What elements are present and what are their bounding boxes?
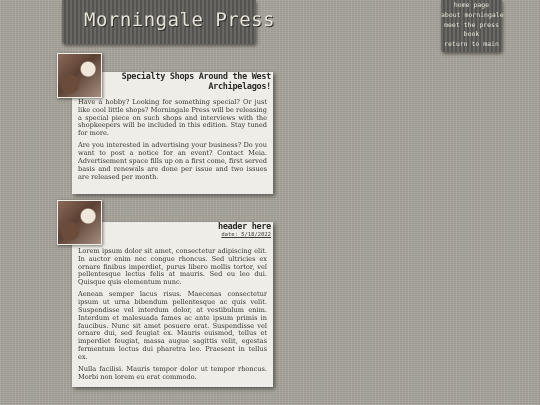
nav-link-home[interactable]: home page [453,1,490,9]
site-title: Morningale Press [84,9,276,31]
nav-link-meet-press[interactable]: meet the press [444,20,499,29]
nav-link-about[interactable]: about morningale [441,10,504,19]
post-card [72,72,273,194]
post-title [122,73,271,92]
nav-link-return-main[interactable]: return to main [444,40,499,49]
post-card [72,222,273,387]
post-paragraph: Aenean semper lacus risus. Maecenas consectetur ipsum ut urna bibendum pellentesque ac quis velit. Suspendisse vel interdum dolor, at vestibulum enim. Interdum et malesuada fames ac ante ipsum primis in faucibus. Nunc sit amet posuere erat. Suspendisse vel ornare dui, sed feugiat ex. Mauris euismod, tellus et imperdiet feugiat, massa augue sagittis velit, egestas fermentum lectus dui pharetra leo. Praesent in tellus ex. [78,290,267,361]
nav-menu [441,0,502,52]
post-paragraph: Have a hobby? Looking for something special? Or just like cool little shops? Morningale Press will be releasing a special piece on such shops and interviews with the shopkeepers will be included in this edition. Stay tuned for more. [78,98,267,138]
post-thumbnail [57,53,102,98]
post-body [78,248,267,386]
post-thumbnail [57,200,102,245]
post-title: header here [218,222,271,232]
post-title-line: Specialty Shops Around the West [121,72,271,82]
post-paragraph: Lorem ipsum dolor sit amet, consectetur adipiscing elit. In auctor enim nec congue rhoncus. Sed ultricies ex ornare finibus imperdiet, purus libero mollis tortor, vel pellentesque lectus felis at mauris. Sed eu leo dui. Quisque quis elementum nunc. [78,247,267,287]
post-title-line: Archipelagos! [208,81,271,92]
post-body [78,99,267,186]
post-paragraph: Nulla facilisi. Mauris tempor dolor ut tempor rhoncus. Morbi non lorem eu erat commodo. [78,365,267,381]
site-banner [62,0,276,44]
post-paragraph: Are you interested in advertising your business? Do you want to post a notice for an event? Contact Meia. Advertisement space fills up on a first come, first served basis and renewals are done per issue and two issues are released per month. [78,141,267,181]
nav-link-book[interactable]: book [463,30,480,39]
post-date: date: 5/18/2022 [221,232,271,238]
